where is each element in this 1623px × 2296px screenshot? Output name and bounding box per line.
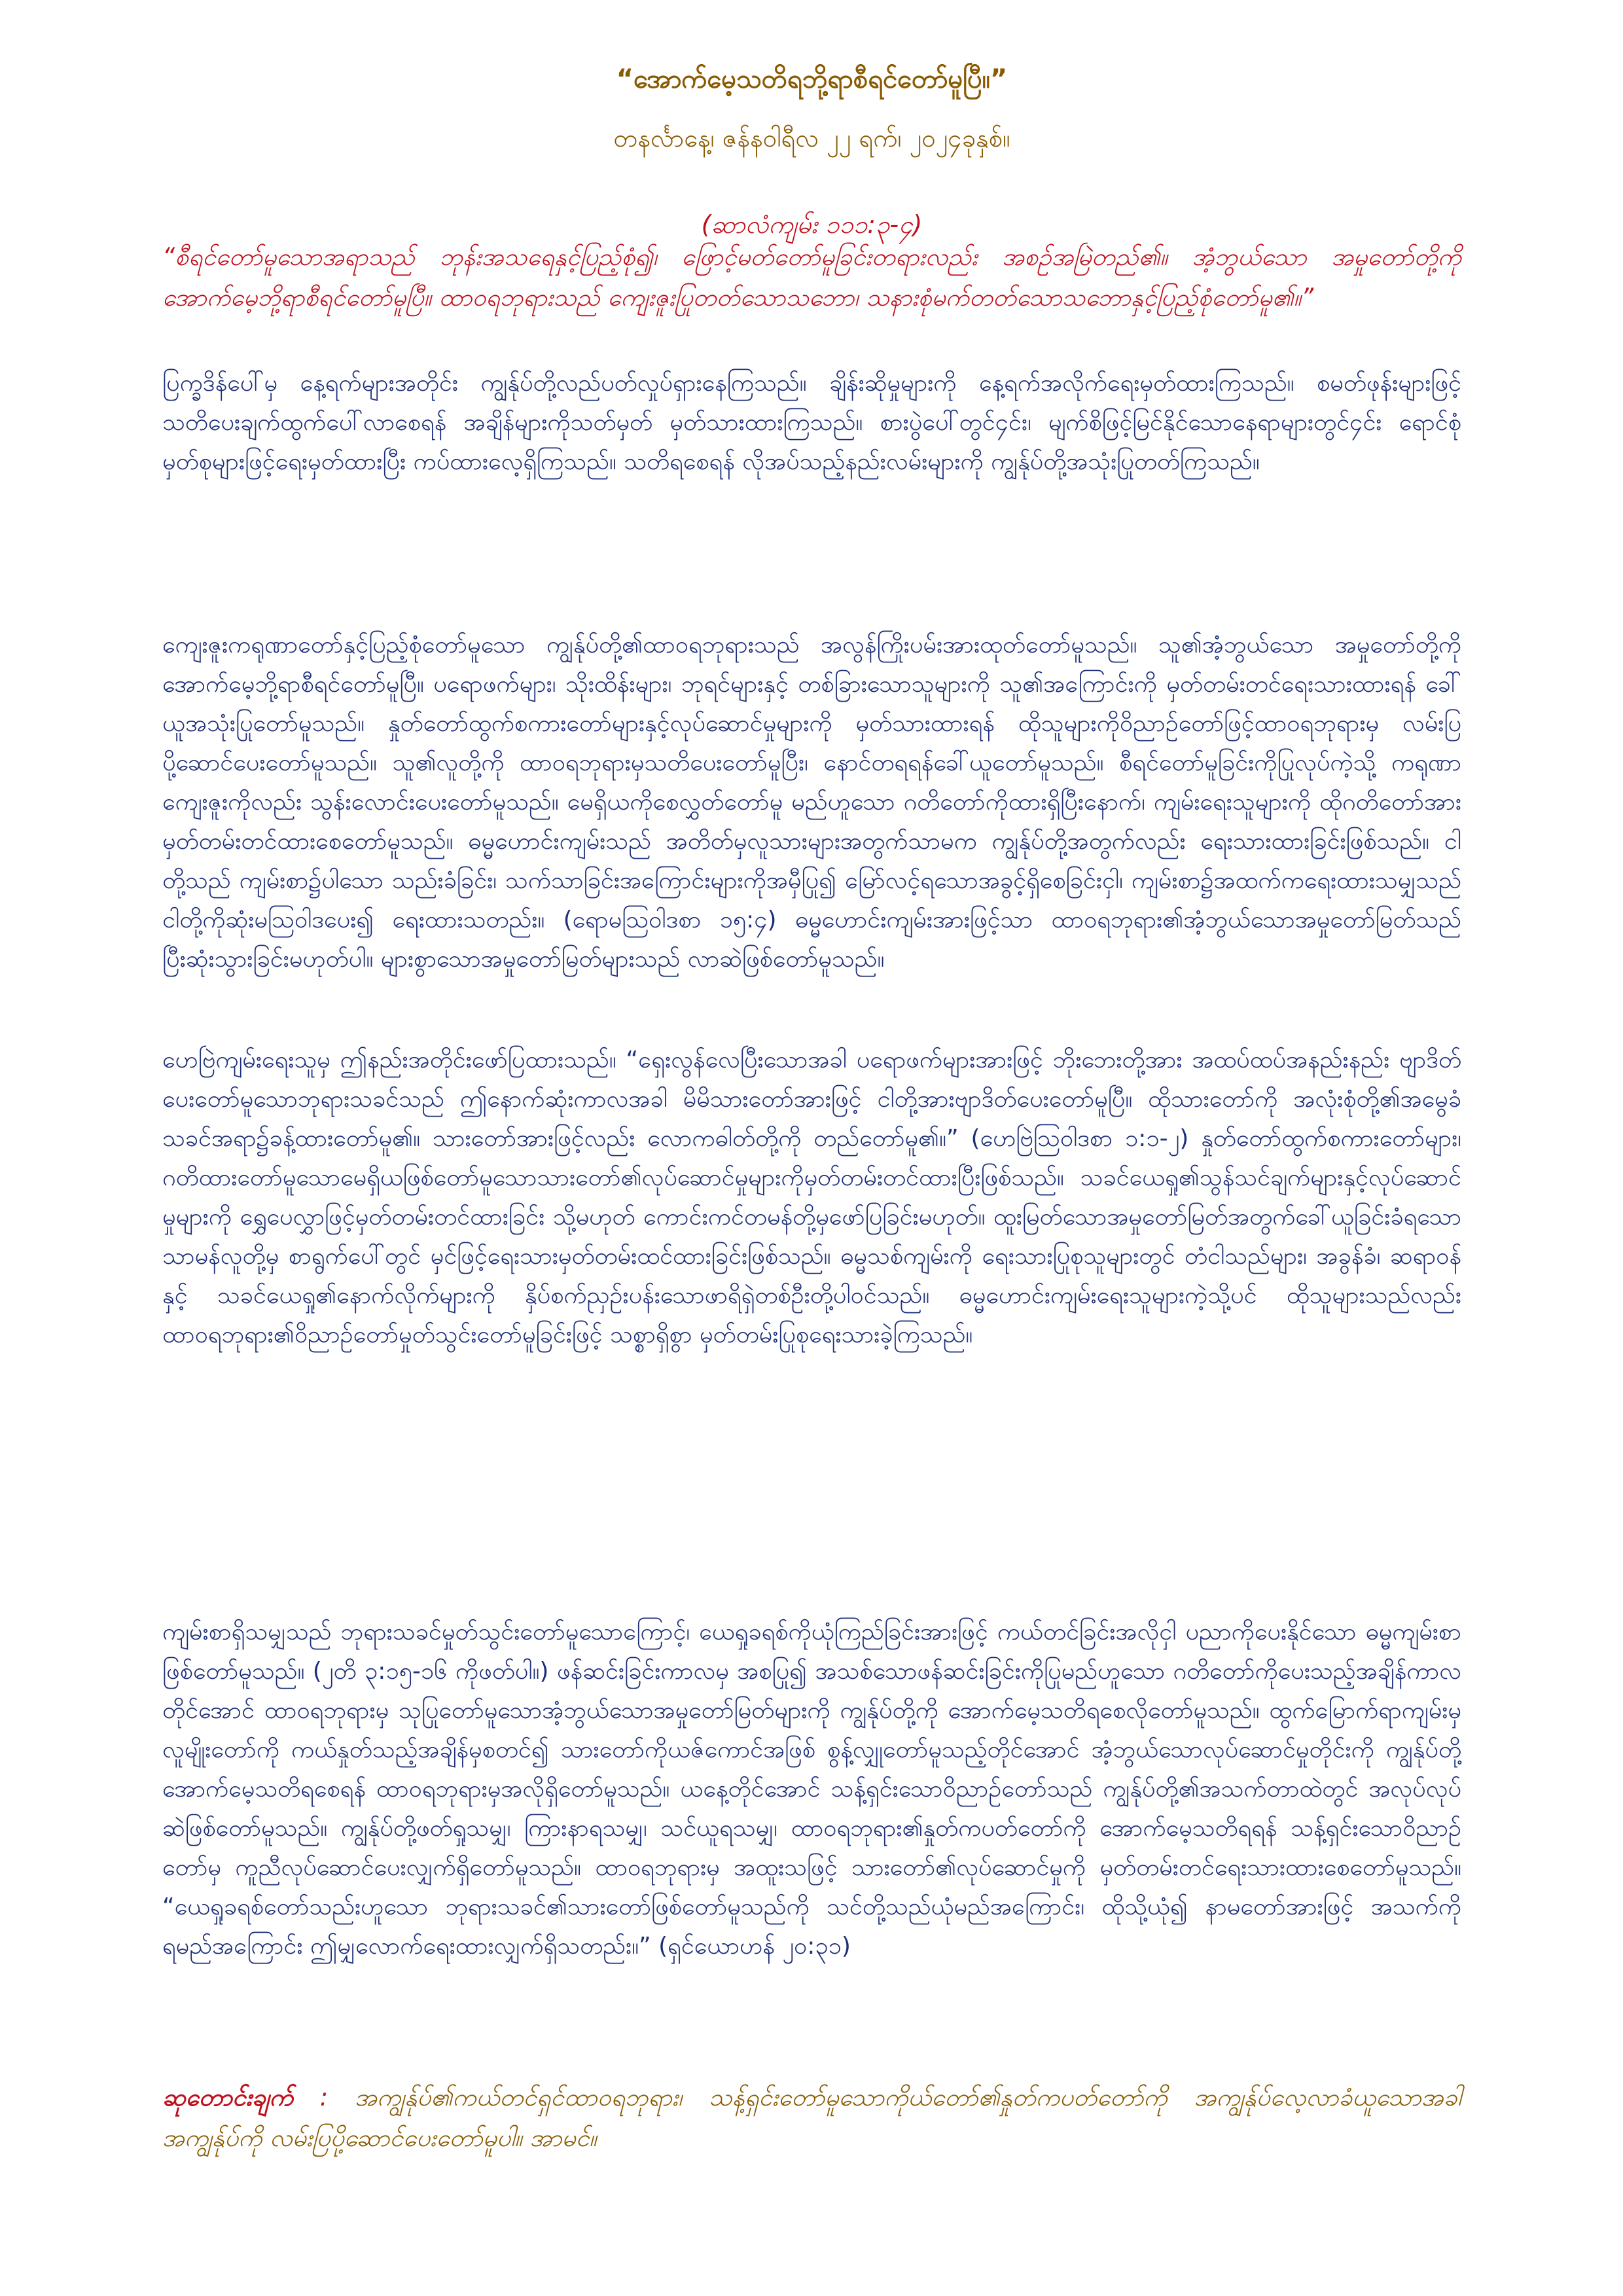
prayer-label: ဆုတောင်းချက် [162,2083,293,2111]
prayer-section [162,2077,1461,2159]
prayer-text: အကျွန်ုပ်၏ကယ်တင်ရှင်ထာဝရဘုရား၊ သန့်ရှင်းတော်မူသောကိုယ်တော်၏နှုတ်ကပတ်တော်ကို အကျွန်ုပ်လေ့လာခံယူသောအခါ အကျွန်ုပ်ကို လမ်းပြပို့ဆောင်ပေးတော်မူပါ။ အာမင်။ [162,2083,1461,2152]
body-paragraph-4: ကျမ်းစာရှိသမျှသည် ဘုရားသခင်မှုတ်သွင်းတော်မူသောကြောင့်၊ ယေရှုခရစ်ကိုယုံကြည်ခြင်းအားဖြင့် ကယ်တင်ခြင်းအလိုငှါ ပညာကိုပေးနိုင်သော ဓမ္မကျမ်းစာဖြစ်တော်မူသည်။ (၂တိ ၃:၁၅-၁၆ ကိုဖတ်ပါ။) ဖန်ဆင်းခြင်းကာလမှ အစပြု၍ အသစ်သောဖန်ဆင်းခြင်းကိုပြုမည်ဟူသော ဂတိတော်ကိုပေးသည့်အချိန်ကာလတိုင်အောင် ထာဝရဘုရားမှ သုပြုတော်မူသောအံ့ဘွယ်သောအမှုတော်မြတ်များကို ကျွန်ုပ်တို့ကို အောက်မေ့သတိရစေလိုတော်မူသည်။ ထွက်မြောက်ရာကျမ်းမှ လူမျိုးတော်ကို ကယ်နှုတ်သည့်အချိန်မှစတင်၍ သားတော်ကိုယဇ်ကောင်အဖြစ် စွန့်လျှုတော်မူသည့်တိုင်အောင် အံ့ဘွယ်သောလုပ်ဆောင်မှုတိုင်းကို ကျွန်ုပ်တို့အောက်မေ့သတိရစေရန် ထာဝရဘုရားမှအလိုရှိတော်မူသည်။ ယနေ့တိုင်အောင် သန့်ရှင်းသောဝိညာဉ်တော်သည် ကျွန်ုပ်တို့၏အသက်တာထဲတွင် အလုပ်လုပ်ဆဲဖြစ်တော်မူသည်။ ကျွန်ုပ်တို့ဖတ်ရှုသမျှ၊ ကြားနာရသမျှ၊ သင်ယူရသမျှ၊ ထာဝရဘုရား၏နှုတ်ကပတ်တော်ကို အောက်မေ့သတိရရန် သန့်ရှင်းသောဝိညာဉ်တော်မှ ကူညီလုပ်ဆောင်ပေးလျှက်ရှိတော်မူသည်။ ထာဝရဘုရားမှ အထူးသဖြင့် သားတော်၏လုပ်ဆောင်မှုကို မှတ်တမ်းတင်ရေးသားထားစေတော်မူသည်။ “ယေရှုခရစ်တော်သည်းဟူသော ဘုရားသခင်၏သားတော်ဖြစ်တော်မူသည်ကို သင်တို့သည်ယုံမည်အကြောင်း၊ ထိုသို့ယုံ၍ နာမတော်အားဖြင့် အသက်ကိုရမည်အကြောင်း ဤမျှလောက်ရေးထားလျှက်ရှိသတည်း။” (ရှင်ယောဟန် ၂၀:၃၁) [162,1619,1461,1960]
body-paragraph-1: ပြက္ခဒိန်ပေါ်မှ နေ့ရက်များအတိုင်း ကျွန်ုပ်တို့လည်ပတ်လှုပ်ရှားနေကြသည်။ ချိန်းဆိုမှုများကို နေ့ရက်အလိုက်ရေးမှတ်ထားကြသည်။ စမတ်ဖုန်းများဖြင့် သတိပေးချက်ထွက်ပေါ်လာစေရန် အချိန်များကိုသတ်မှတ် မှတ်သားထားကြသည်။ စားပွဲပေါ်တွင်၄င်း၊ မျက်စိဖြင့်မြင်နိုင်သောနေရာများတွင်၄င်း ရောင်စုံမှတ်စုများဖြင့်ရေးမှတ်ထားပြီး ကပ်ထားလေ့ရှိကြသည်။ သတိရစေရန် လိုအပ်သည့်နည်းလမ်းများကို ကျွန်ုပ်တို့အသုံးပြုတတ်ကြသည်။ [162,370,1461,475]
body-paragraph-3: ဟေဗြဲကျမ်းရေးသူမှ ဤနည်းအတိုင်းဖော်ပြထားသည်။ “ရှေးလွန်လေပြီးသောအခါ ပရောဖက်များအားဖြင့် ဘိုးဘေးတို့အား အထပ်ထပ်အနည်းနည်း ဗျာဒိတ်ပေးတော်မူသောဘုရားသခင်သည် ဤနောက်ဆုံးကာလအခါ မိမိသားတော်အားဖြင့် ငါတို့အားဗျာဒိတ်ပေးတော်မူပြီ။ ထိုသားတော်ကို အလုံးစုံတို့၏အမွေခံ သခင်အရာ၌ခန့်ထားတော်မူ၏။ သားတော်အားဖြင့်လည်း လောကဓါတ်တို့ကို တည်တော်မူ၏။” (ဟေဗြဲသြဝါဒစာ ၁:၁-၂) နှုတ်တော်ထွက်စကားတော်များ၊ ဂတိထားတော်မူသောမေရှိယဖြစ်တော်မူသောသားတော်၏လုပ်ဆောင်မှုများကိုမှတ်တမ်းတင်ထားပြီးဖြစ်သည်။ သခင်ယေရှု၏သွန်သင်ချက်များနှင့်လုပ်ဆောင်မှုများကို ရွှေပေလွှာဖြင့်မှတ်တမ်းတင်ထားခြင်း သို့မဟုတ် ကောင်းကင်တမန်တို့မှဖော်ပြခြင်းမဟုတ်။ ထူးမြတ်သောအမှုတော်မြတ်အတွက်ခေါ်ယူခြင်းခံရသော သာမန်လူတို့မှ စာရွက်ပေါ်တွင် မှင်ဖြင့်ရေးသားမှတ်တမ်းထင်ထားခြင်းဖြစ်သည်။ ဓမ္မသစ်ကျမ်းကို ရေးသားပြုစုသူများတွင် တံငါသည်များ၊ အခွန်ခံ၊ ဆရာဝန်နှင့် သခင်ယေရှု၏နောက်လိုက်များကို နှိပ်စက်ညှဉ်းပန်းသောဖာရိရှဲတစ်ဦးတို့ပါဝင်သည်။ ဓမ္မဟောင်းကျမ်းရေးသူများကဲ့သို့ပင် ထိုသူများသည်လည်း ထာဝရဘုရား၏ဝိညာဉ်တော်မှုတ်သွင်းတော်မူခြင်းဖြင့် သစ္စာရှိစွာ မှတ်တမ်းပြုစုရေးသားခဲ့ကြသည်။ [162,1047,1461,1348]
body-paragraph-2: ကျေးဇူးကရုဏာတော်နှင့်ပြည့်စုံတော်မူသော ကျွန်ုပ်တို့၏ထာဝရဘုရားသည် အလွန်ကြိုးပမ်းအားထုတ်တော်မူသည်။ သူ၏အံ့ဘွယ်သော အမှုတော်တို့ကိုအောက်မေ့ဘို့ရာစီရင်တော်မူပြီ။ ပရောဖက်များ၊ သိုးထိန်းများ၊ ဘုရင်များနှင့် တစ်ခြားသောသူများကို သူ၏အကြောင်းကို မှတ်တမ်းတင်ရေးသားထားရန် ခေါ်ယူအသုံးပြုတော်မူသည်။ နှုတ်တော်ထွက်စကားတော်များနှင့်လုပ်ဆောင်မှုများကို မှတ်သားထားရန် ထိုသူများကိုဝိညာဉ်တော်ဖြင့်ထာဝရဘုရားမှ လမ်းပြပို့ဆောင်ပေးတော်မူသည်။ သူ၏လူတို့ကို ထာဝရဘုရားမှသတိပေးတော်မူပြီး၊ နောင်တရရန်ခေါ်ယူတော်မူသည်။ စီရင်တော်မူခြင်းကိုပြုလုပ်ကဲ့သို့ ကရုဏာကျေးဇူးကိုလည်း သွန်းလောင်းပေးတော်မူသည်။ မေရှိယကိုစေလွှတ်တော်မူ မည်ဟူသော ဂတိတော်ကိုထားရှိပြီးနောက်၊ ကျမ်းရေးသူများကို ထိုဂတိတော်အားမှတ်တမ်းတင်ထားစေတော်မူသည်။ ဓမ္မဟောင်းကျမ်းသည် အတိတ်မှလူသားများအတွက်သာမက ကျွန်ုပ်တို့အတွက်လည်း ရေးသားထားခြင်းဖြစ်သည်။ ငါတို့သည် ကျမ်းစာ၌ပါသော သည်းခံခြင်း၊ သက်သာခြင်းအကြောင်းများကိုအမှီပြု၍ မြော်လင့်ရသောအခွင့်ရှိစေခြင်းငှါ၊ ကျမ်းစာ၌အထက်ကရေးထားသမျှသည် ငါတို့ကိုဆုံးမသြဝါဒပေး၍ ရေးထားသတည်း။ (ရောမသြဝါဒစာ ၁၅:၄) ဓမ္မဟောင်းကျမ်းအားဖြင့်သာ ထာဝရဘုရား၏အံ့ဘွယ်သောအမှုတော်မြတ်သည် ပြီးဆုံးသွားခြင်းမဟုတ်ပါ။ များစွာသောအမှုတော်မြတ်များသည် လာဆဲဖြစ်တော်မူသည်။ [162,632,1461,973]
scripture-reference: (ဆာလံကျမ်း ၁၁၁:၃-၄) [701,210,923,239]
devotional-date: တနင်္လာနေ့၊ ဇန်နဝါရီလ ၂၂ ရက်၊ ၂၀၂၄ခုနှစ်။ [613,124,1010,152]
devotional-title: “အောက်မေ့သတိရဘို့ရာစီရင်တော်မူပြီ။” [616,64,1008,94]
prayer-separator: : [293,2083,355,2111]
scripture-verse: “စီရင်တော်မူသောအရာသည် ဘုန်းအသရေနှင့်ပြည့်စုံ၍၊ ဖြောင့်မတ်တော်မူခြင်းတရားလည်း အစဉ်အမြဲတည်၏။ အံ့ဘွယ်သော အမှုတော်တို့ကိုအောက်မေ့ဘို့ရာစီရင်တော်မူပြီ။ ထာဝရဘုရားသည် ကျေးဇူးပြုတတ်သောသဘော၊ သနားစုံမက်တတ်သောသဘောနှင့်ပြည့်စုံတော်မူ၏။” [162,243,1461,312]
